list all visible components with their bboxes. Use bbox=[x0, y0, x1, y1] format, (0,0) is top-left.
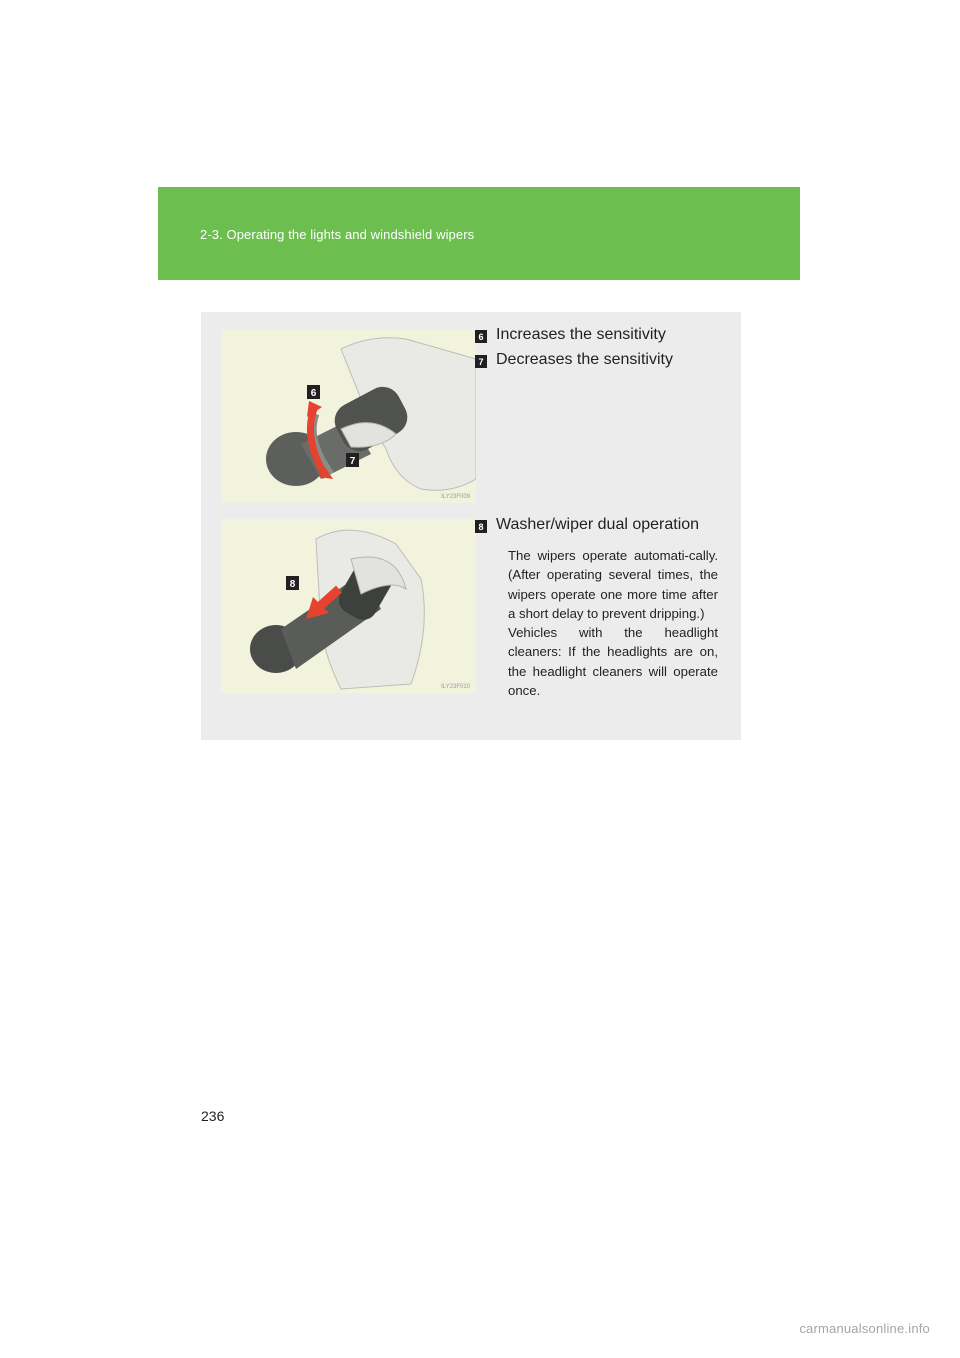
item-number-badge: 8 bbox=[475, 520, 487, 533]
watermark: carmanualsonline.info bbox=[799, 1321, 930, 1336]
item-label: Decreases the sensitivity bbox=[496, 351, 673, 368]
item-label: Increases the sensitivity bbox=[496, 326, 666, 343]
wiper-lever-rotate-illustration bbox=[221, 329, 476, 503]
page-number: 236 bbox=[201, 1108, 225, 1124]
section-title: 2-3. Operating the lights and windshield wipers bbox=[200, 227, 475, 242]
item-washer-wiper-dual bbox=[475, 516, 699, 534]
illustration-code: ILY23F010 bbox=[441, 684, 470, 690]
callout-8-label: 8 bbox=[289, 579, 296, 590]
callout-6-label: 6 bbox=[310, 388, 317, 399]
item-increase-sensitivity bbox=[475, 326, 666, 344]
description-paragraph: Vehicles with the headlight cleaners: If the headlights are on, the headlight cleaners will operate once. bbox=[508, 625, 718, 699]
wiper-lever-pull-illustration bbox=[221, 519, 476, 693]
washer-description bbox=[508, 546, 718, 700]
description-paragraph: The wipers operate automati-cally. (After operating several times, the wipers operate one more time after a short delay to prevent dripping.) bbox=[508, 548, 718, 621]
item-number-badge: 6 bbox=[475, 330, 487, 343]
callout-7-label: 7 bbox=[349, 456, 356, 467]
content-panel bbox=[201, 312, 741, 740]
section-header bbox=[158, 187, 800, 280]
item-decrease-sensitivity bbox=[475, 351, 673, 369]
lever-rotate-drawing bbox=[221, 329, 476, 503]
item-label: Washer/wiper dual operation bbox=[496, 516, 700, 533]
item-number-badge: 7 bbox=[475, 355, 487, 368]
lever-pull-drawing bbox=[221, 519, 476, 693]
illustration-code: ILY23F009 bbox=[441, 494, 470, 500]
